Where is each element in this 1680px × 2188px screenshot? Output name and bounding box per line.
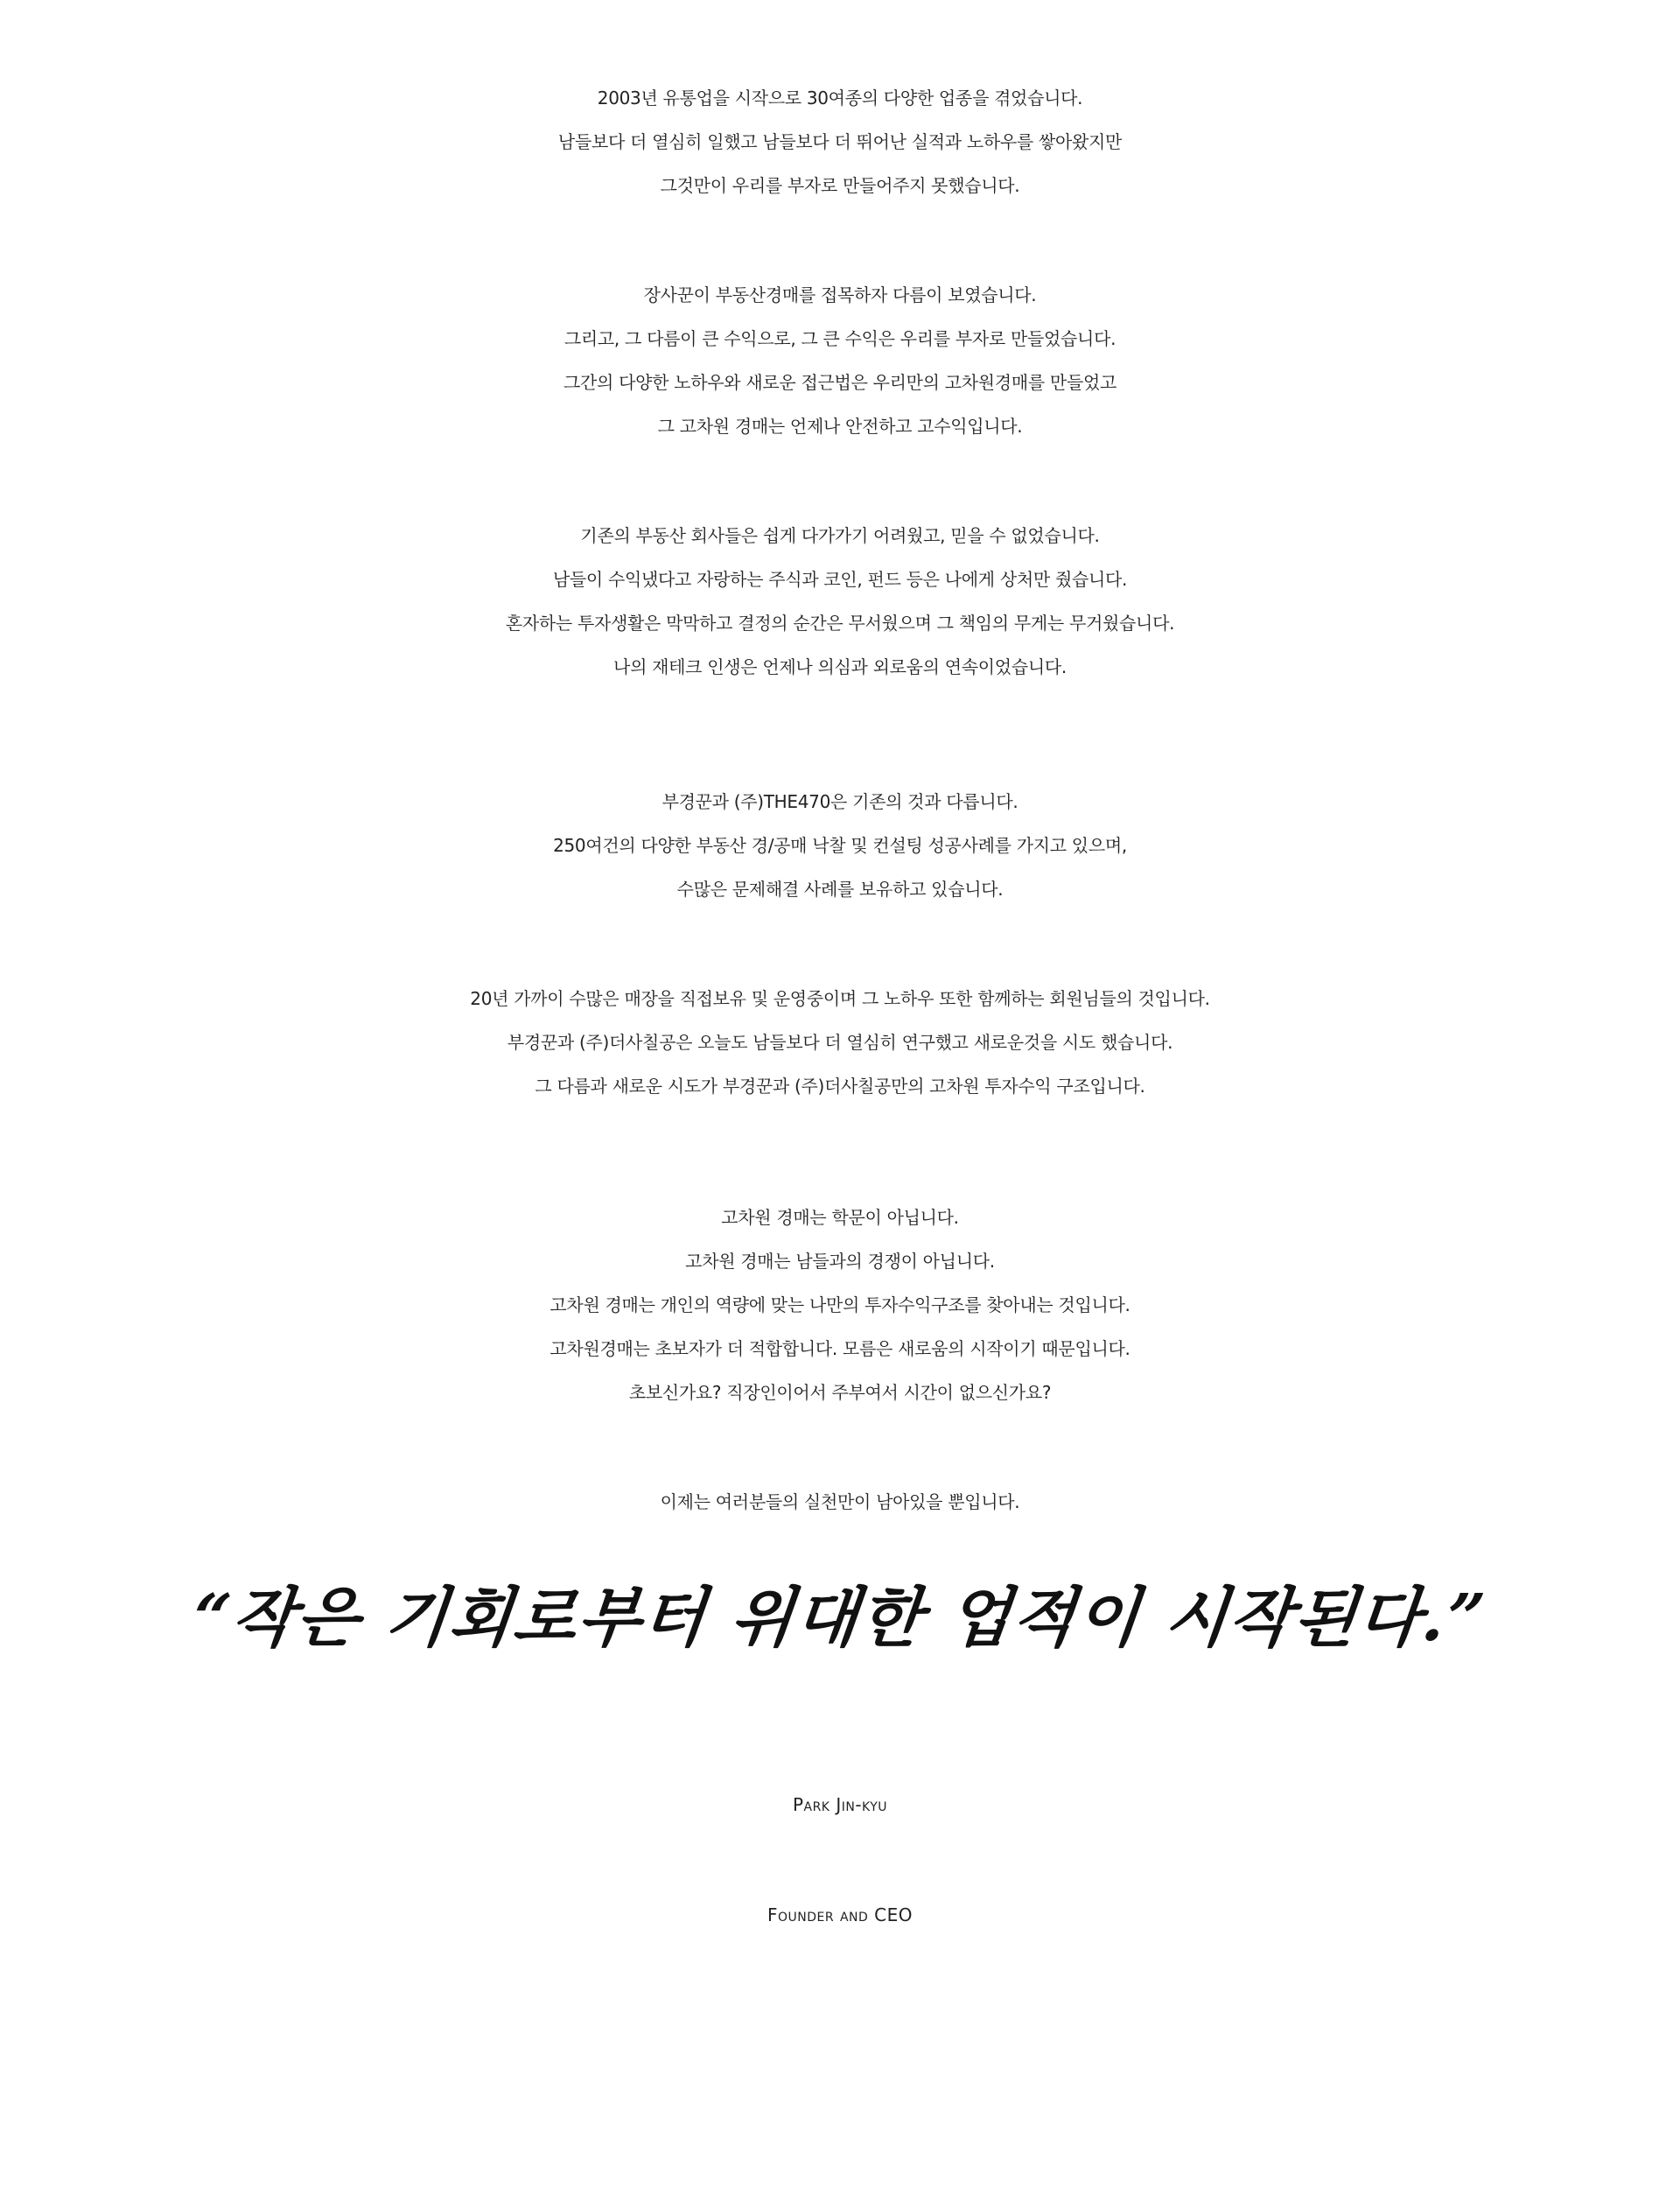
text-line: 고차원 경매는 학문이 아닙니다. (721, 1207, 959, 1228)
text-line: 그간의 다양한 노하우와 새로운 접근법은 우리만의 고차원경매를 만들었고 (563, 372, 1117, 393)
paragraph-4 (0, 780, 1680, 911)
text-line: 수많은 문제해결 사례를 보유하고 있습니다. (676, 879, 1004, 900)
text-line: 2003년 유통업을 시작으로 30여종의 다양한 업종을 겪었습니다. (597, 88, 1083, 109)
text-line: 남들보다 더 열심히 일했고 남들보다 더 뛰어난 실적과 노하우를 쌓아왔지만 (557, 131, 1123, 152)
text-line: 부경꾼과 (주)더사칠공은 오늘도 남들보다 더 열심히 연구했고 새로운것을 시도 했습니다. (507, 1032, 1173, 1053)
signature-title: Founder and CEO (767, 1904, 913, 1925)
text-line: 초보신가요? 직장인이어서 주부여서 시간이 없으신가요? (628, 1382, 1052, 1403)
text-line: 남들이 수익냈다고 자랑하는 주식과 코인, 펀드 등은 나에게 상처만 줬습니다. (552, 569, 1128, 590)
text-line: 그 다름과 새로운 시도가 부경꾼과 (주)더사칠공만의 고차원 투자수익 구조입니다. (535, 1076, 1145, 1097)
text-line: 그 고차원 경매는 언제나 안전하고 고수익입니다. (657, 416, 1023, 437)
text-line: 250여건의 다양한 부동산 경/공매 낙찰 및 컨설팅 성공사례를 가지고 있으며, (553, 835, 1127, 856)
signature-name: Park Jin-kyu (792, 1794, 888, 1815)
text-line: 20년 가까이 수많은 매장을 직접보유 및 운영중이며 그 노하우 또한 함께하는 회원님들의 것입니다. (470, 988, 1210, 1009)
text-line: 이제는 여러분들의 실천만이 남아있을 뿐입니다. (660, 1491, 1020, 1512)
paragraph-1 (0, 76, 1680, 207)
text-line: 부경꾼과 (주)THE470은 기존의 것과 다릅니다. (662, 791, 1018, 812)
paragraph-5 (0, 977, 1680, 1108)
text-line: 고차원 경매는 남들과의 경쟁이 아닙니다. (685, 1251, 995, 1272)
text-line: 기존의 부동산 회사들은 쉽게 다가가기 어려웠고, 믿을 수 없었습니다. (580, 525, 1100, 546)
handwritten-quote: “작은 기회로부터 위대한 업적이 시작된다.” (189, 1581, 1490, 1656)
paragraph-3 (0, 514, 1680, 689)
text-line: 고차원경매는 초보자가 더 적합합니다. 모름은 새로움의 시작이기 때문입니다. (550, 1338, 1130, 1359)
paragraph-7 (0, 1480, 1680, 1524)
text-line: 그것만이 우리를 부자로 만들어주지 못했습니다. (660, 175, 1020, 196)
text-line: 그리고, 그 다름이 큰 수익으로, 그 큰 수익은 우리를 부자로 만들었습니다. (564, 328, 1116, 349)
text-line: 나의 재테크 인생은 언제나 의심과 외로움의 연속이었습니다. (613, 656, 1067, 677)
paragraph-2 (0, 273, 1680, 448)
text-line: 혼자하는 투자생활은 막막하고 결정의 순간은 무서웠으며 그 책임의 무게는 무거웠습니다. (505, 613, 1175, 634)
text-line: 장사꾼이 부동산경매를 접목하자 다름이 보였습니다. (643, 284, 1037, 305)
paragraph-6 (0, 1196, 1680, 1414)
text-line: 고차원 경매는 개인의 역량에 맞는 나만의 투자수익구조를 찾아내는 것입니다. (550, 1294, 1130, 1315)
